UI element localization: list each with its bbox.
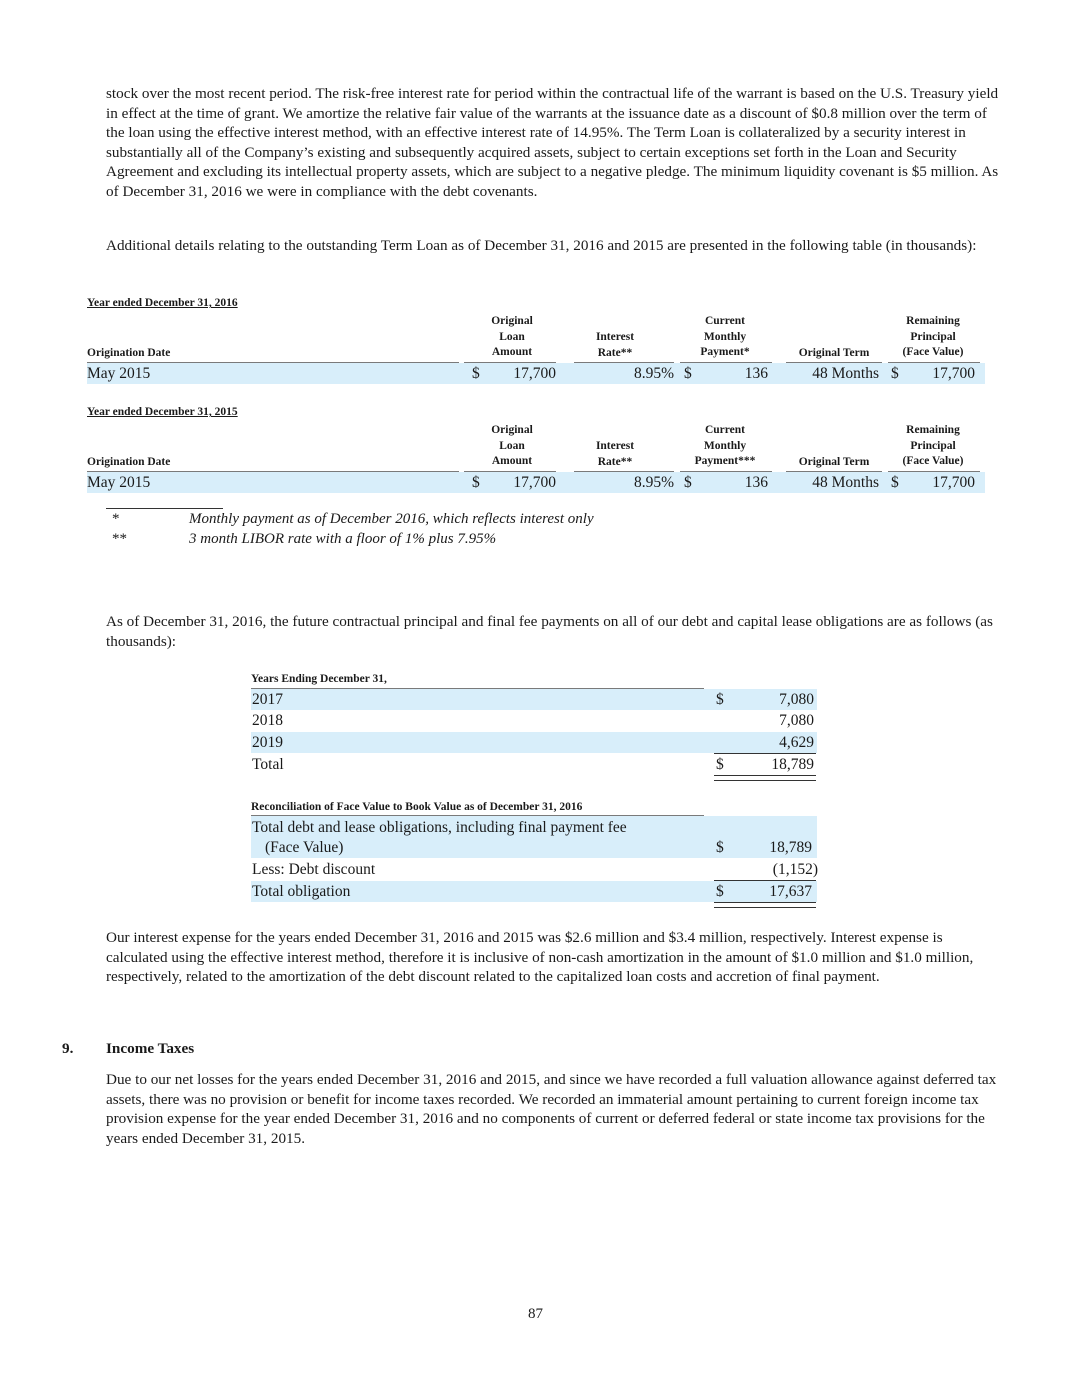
- paragraph-term-loan-intro: Additional details relating to the outstanding Term Loan as of December 31, 2016 and 2015 are presented in the following table (in thousands):: [106, 237, 977, 254]
- cell-dollar-sign: $: [716, 839, 724, 856]
- row-value: 7,080: [779, 712, 814, 729]
- row-value: 4,629: [779, 734, 814, 751]
- cell-monthly-payment: 136: [744, 365, 768, 382]
- row-label-total: Total: [252, 756, 284, 773]
- row-value: (1,152): [772, 861, 818, 878]
- cell-dollar-sign: $: [716, 883, 724, 900]
- cell-dollar-sign: $: [891, 365, 899, 382]
- cell-original-term: 48 Months: [812, 365, 879, 382]
- table-row: [251, 732, 817, 753]
- footnote-text: 3 month LIBOR rate with a floor of 1% plus 7.95%: [189, 531, 497, 547]
- row-value-total: 18,789: [771, 756, 814, 773]
- col-header-monthly-payment: Current Monthly Payment***: [694, 424, 756, 467]
- row-label: Total debt and lease obligations, including final payment fee: [252, 819, 627, 836]
- col-header-origination: Origination Date: [87, 347, 171, 359]
- row-label: Less: Debt discount: [252, 861, 376, 878]
- col-header-remaining-principal: Remaining Principal (Face Value): [902, 424, 964, 467]
- paragraph-payments-intro: As of December 31, 2016, the future contractual principal and final fee payments on all of our debt and capital lease obligations are as follows (as thousands):: [106, 613, 993, 650]
- cell-remaining-principal: 17,700: [932, 365, 975, 382]
- cell-dollar-sign: $: [472, 474, 480, 491]
- cell-dollar-sign: $: [684, 365, 692, 382]
- cell-interest-rate: 8.95%: [633, 365, 674, 382]
- footnote-divider: [106, 508, 223, 509]
- row-value-total: 17,637: [769, 883, 812, 900]
- footnote-symbol: *: [112, 511, 120, 527]
- row-label-total: Total obligation: [252, 883, 351, 900]
- cell-monthly-payment: 136: [744, 474, 768, 491]
- row-value: 18,789: [769, 839, 812, 856]
- table-header: Years Ending December 31,: [251, 673, 387, 685]
- row-label: 2018: [252, 712, 283, 729]
- cell-original-term: 48 Months: [812, 474, 879, 491]
- row-label: 2017: [252, 691, 283, 708]
- table-caption: Year ended December 31, 2015: [87, 406, 238, 418]
- section-number: 9.: [62, 1040, 74, 1057]
- table-header: Reconciliation of Face Value to Book Value as of December 31, 2016: [251, 801, 583, 813]
- footnote-text: Monthly payment as of December 2016, which reflects interest only: [189, 511, 594, 527]
- cell-dollar-sign: $: [716, 691, 724, 708]
- cell-dollar-sign: $: [472, 365, 480, 382]
- paragraph-interest-expense: Our interest expense for the years ended December 31, 2016 and 2015 was $2.6 million and $3.4 million, respectively. Interest expense is calculated using the effective interest method, therefore it is inclusive of non-cash amortization in the amount of $1.0 million and $1.0 million, respectively, related to the amortization of the debt discount related to the capitalized loan costs and accretion of final payment.: [106, 929, 974, 986]
- col-header-interest-rate: Interest Rate**: [595, 440, 635, 468]
- footnote-symbol: **: [112, 531, 127, 547]
- table-caption: Year ended December 31, 2016: [87, 297, 238, 309]
- cell-dollar-sign: $: [891, 474, 899, 491]
- col-header-origination: Origination Date: [87, 456, 171, 468]
- paragraph-income-taxes: Due to our net losses for the years ended December 31, 2016 and 2015, and since we have recorded a full valuation allowance against deferred tax assets, there was no provision or benefit for income taxes recorded. We recorded an immaterial amount pertaining to current foreign income tax provision expense for the year ended December 31, 2016 and no components of current or deferred federal or state income tax provisions for the years ended December 31, 2015.: [106, 1071, 997, 1147]
- cell-interest-rate: 8.95%: [633, 474, 674, 491]
- cell-dollar-sign: $: [716, 756, 724, 773]
- col-header-monthly-payment: Current Monthly Payment*: [700, 315, 750, 358]
- table-row: [251, 689, 817, 710]
- col-header-interest-rate: Interest Rate**: [595, 331, 635, 359]
- cell-origination-date: May 2015: [87, 365, 151, 382]
- cell-dollar-sign: $: [684, 474, 692, 491]
- row-label: 2019: [252, 734, 283, 751]
- cell-origination-date: May 2015: [87, 474, 151, 491]
- cell-original-amount: 17,700: [513, 474, 556, 491]
- col-header-original-amount: Original Loan Amount: [491, 424, 533, 467]
- col-header-original-amount: Original Loan Amount: [491, 315, 533, 358]
- paragraph-warrant-details: stock over the most recent period. The risk-free interest rate for period within the contractual life of the warrant is based on the U.S. Treasury yield in effect at the time of grant. We amortize the relative fair value of the warrants at the issuance date as a discount of $0.8 million over the term of the loan using the effective interest method, with an effective interest rate of 14.95%. The Term Loan is collateralized by a security interest in substantially all of the Company’s existing and subsequently acquired assets, subject to certain exceptions set forth in the Loan and Security Agreement and excluding its intellectual property assets, which are subject to a negative pledge. The minimum liquidity covenant is $5 million. As of December 31, 2016 we were in compliance with the debt covenants.: [106, 85, 999, 200]
- section-title: Income Taxes: [106, 1040, 195, 1057]
- page-number: 87: [528, 1306, 543, 1322]
- col-header-remaining-principal: Remaining Principal (Face Value): [902, 315, 964, 358]
- row-value: 7,080: [779, 691, 814, 708]
- col-header-original-term: Original Term: [798, 347, 870, 359]
- cell-original-amount: 17,700: [513, 365, 556, 382]
- col-header-original-term: Original Term: [798, 456, 870, 468]
- row-label-continued: (Face Value): [265, 839, 344, 856]
- cell-remaining-principal: 17,700: [932, 474, 975, 491]
